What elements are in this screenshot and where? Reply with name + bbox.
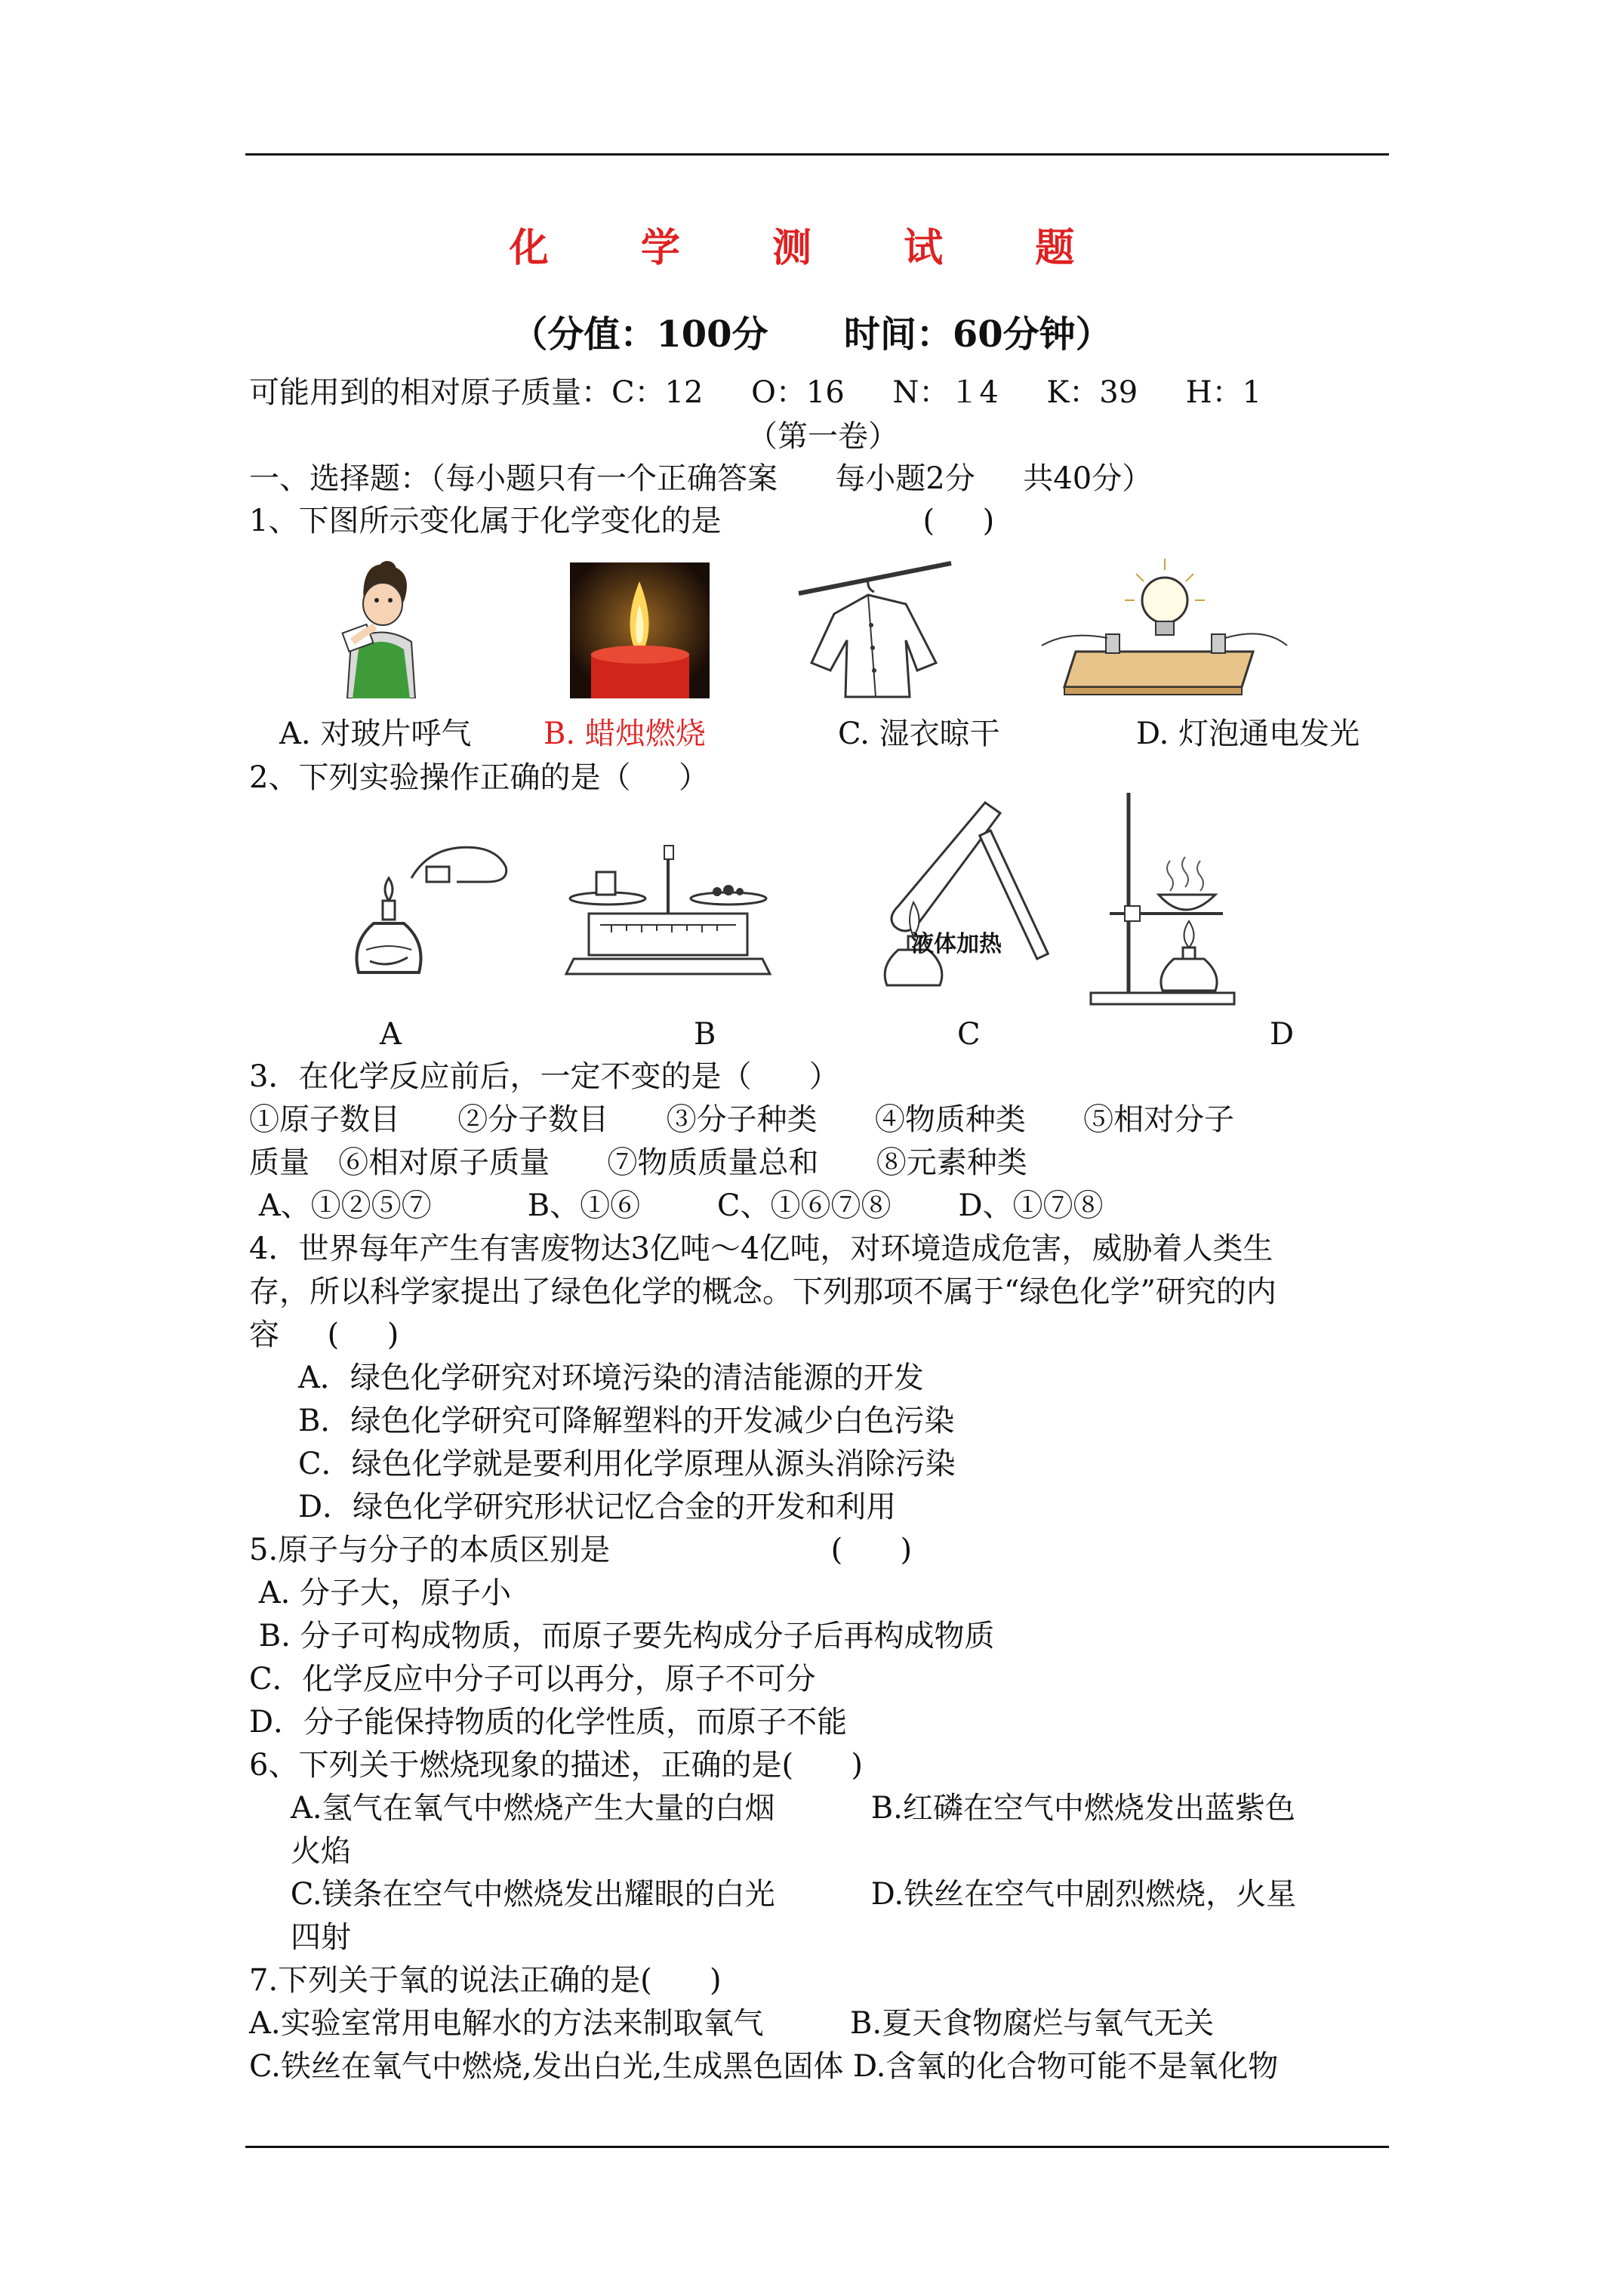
section-heading: 一、选择题：（每小题只有一个正确答案 每小题2分 共40分）: [249, 461, 1153, 496]
q5-option-b: B. 分子可构成物质，而原子要先构成分子后再构成物质: [249, 1619, 995, 1653]
q6-line4: 四射: [291, 1920, 351, 1955]
q5-option-a: A. 分子大，原子小: [249, 1576, 512, 1610]
q5-option-c: C．化学反应中分子可以再分，原子不可分: [249, 1662, 816, 1697]
q3-items-line2: 质量 ⑥相对原子质量 ⑦物质质量总和 ⑧元素种类: [249, 1145, 1027, 1180]
q4-option-d: D．绿色化学研究形状记忆合金的开发和利用: [298, 1490, 897, 1524]
page-title: 化 学 测 试 题: [509, 225, 1114, 271]
q2-label-c: C: [957, 1017, 981, 1052]
q4-stem-line3: 容 ( ): [249, 1318, 399, 1352]
q2-stem: 2、下列实验操作正确的是（ ）: [249, 760, 710, 795]
q7-line2: C.铁丝在氧气中燃烧,发出白光,生成黑色固体 D.含氧的化合物可能不是氧化物: [249, 2049, 1279, 2084]
q5-option-d: D．分子能保持物质的化学性质，而原子不能: [249, 1705, 848, 1740]
q1-option-d: D. 灯泡通电发光: [1136, 717, 1360, 751]
q1-image-girl-breathing: [328, 559, 434, 698]
q1-option-c: C. 湿衣晾干: [838, 717, 1000, 751]
q3-items-line1: ①原子数目 ②分子数目 ③分子种类 ④物质种类 ⑤相对分子: [249, 1102, 1235, 1137]
q4-stem-line1: 4．世界每年产生有害废物达3亿吨～4亿吨，对环境造成危害，威胁着人类生: [249, 1231, 1273, 1266]
q7-stem: 7.下列关于氧的说法正确的是( ): [249, 1963, 722, 1998]
volume-label: （第一卷）: [747, 419, 898, 454]
q2-label-a: A: [380, 1017, 402, 1052]
q1-option-a: A. 对玻片呼气: [279, 717, 472, 751]
q2-image-evaporation: [1087, 793, 1238, 1008]
q7-line1: A.实验室常用电解水的方法来制取氧气 B.夏天食物腐烂与氧气无关: [249, 2006, 1215, 2041]
q4-stem-line2: 存，所以科学家提出了绿色化学的概念。下列那项不属于“绿色化学”研究的内: [249, 1274, 1277, 1309]
score-time: （分值：100分 时间：60分钟）: [511, 313, 1112, 356]
q1-image-candle: [570, 562, 710, 698]
q4-option-b: B．绿色化学研究可降解塑料的开发减少白色污染: [298, 1404, 955, 1438]
q4-option-c: C．绿色化学就是要利用化学原理从源头消除污染: [298, 1447, 956, 1481]
q2-image-test-tube-heating: [842, 797, 1068, 989]
q4-option-a: A．绿色化学研究对环境污染的清洁能源的开发: [298, 1361, 924, 1395]
q5-stem: 5.原子与分子的本质区别是 ( ): [249, 1533, 913, 1567]
q6-line1: A.氢气在氧气中燃烧产生大量的白烟 B.红磷在空气中燃烧发出蓝紫色: [291, 1791, 1295, 1826]
q1-stem: 1、下图所示变化属于化学变化的是 ( ): [249, 504, 995, 538]
top-rule: [245, 153, 1389, 156]
q2-label-b: B: [694, 1017, 716, 1052]
q1-image-light-bulb: [1038, 555, 1291, 698]
q2-image-alcohol-lamp: [343, 837, 513, 980]
atomic-masses: 可能用到的相对原子质量：C：12 O：16 N：１4 K：39 H：1: [249, 375, 1262, 410]
bottom-rule: [245, 2146, 1389, 2148]
q1-image-wet-shirt: [793, 557, 955, 701]
q3-options: A、①②⑤⑦ B、①⑥ C、①⑥⑦⑧ D、①⑦⑧: [249, 1188, 1104, 1223]
q1-option-b: B. 蜡烛燃烧: [544, 717, 706, 751]
q2-image-balance: [559, 842, 778, 982]
q6-line3: C.镁条在空气中燃烧发出耀眼的白光 D.铁丝在空气中剧烈燃烧，火星: [281, 1877, 1297, 1912]
q6-stem: 6、下列关于燃烧现象的描述，正确的是( ): [249, 1748, 863, 1783]
q3-stem: 3．在化学反应前后，一定不变的是（ ）: [249, 1059, 839, 1094]
q6-line2: 火焰: [291, 1834, 351, 1869]
q2-label-d: D: [1270, 1017, 1295, 1052]
q2-heating-label: 液体加热: [911, 931, 1002, 957]
